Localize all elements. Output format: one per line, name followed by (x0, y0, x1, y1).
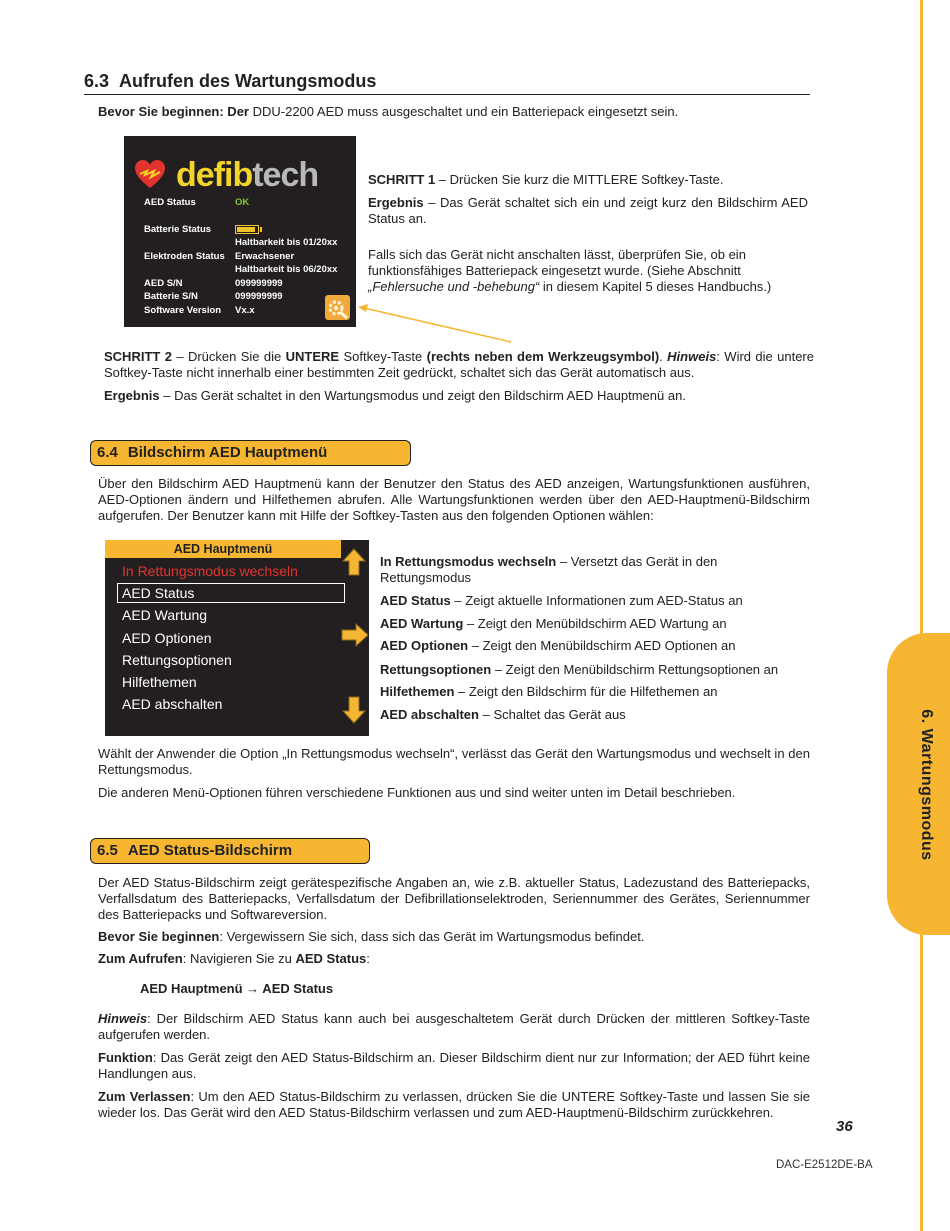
defibtech-logo: defibtech (176, 156, 319, 194)
battery-key: Batterie Status (144, 224, 212, 235)
menu-item-help-topics: Hilfethemen (122, 674, 197, 690)
battery-sn-value: 099999999 (235, 291, 283, 302)
prereq-text: DDU-2200 AED muss ausgeschaltet und ein Batteriepack eingesetzt sein. (248, 104, 679, 119)
document-id: DAC-E2512DE-BA (776, 1159, 873, 1171)
desc-rescue-mode: In Rettungsmodus wechseln – Versetzt das Gerät in den Rettungsmodus (380, 554, 718, 585)
arrow-up-icon (342, 548, 366, 576)
section-title: Aufrufen des Wartungsmodus (119, 71, 377, 91)
step2: SCHRITT 2 – Drücken Sie die UNTERE Softkey-Taste (rechts neben dem Werkzeugsymbol). Hinweis: Wird die untere Softkey-Taste nicht innerhalb einer bestimmten Zeit gedrückt, schaltet sich das Gerät automatisch aus. (104, 349, 814, 380)
desc-aed-options: AED Optionen – Zeigt den Menübildschirm AED Optionen an (380, 638, 736, 653)
desc-help-topics: Hilfethemen – Zeigt den Bildschirm für die Hilfethemen an (380, 684, 718, 699)
aed-status-screen (124, 136, 356, 327)
status-exit: Zum Verlassen: Um den AED Status-Bildschirm zu verlassen, drücken Sie die UNTERE Softkey-Taste und lassen Sie sie wieder los. Das Gerät wird den AED Status-Bildschirm verlassen und zum AED-Hauptmenü-Bildschirm zurückkehren. (98, 1089, 810, 1120)
status-function: Funktion: Das Gerät zeigt den AED Status-Bildschirm an. Dieser Bildschirm dient nur zur Information; der AED führt keine Handlungen aus. (98, 1050, 810, 1081)
page-edge-rule (920, 0, 923, 1231)
status-key: AED Status (144, 197, 196, 208)
battery-expiry: Haltbarkeit bis 01/20xx (235, 237, 338, 248)
software-value: Vx.x (235, 305, 255, 316)
electrodes-expiry: Haltbarkeit bis 06/20xx (235, 264, 338, 275)
menu-item-aed-options: AED Optionen (122, 630, 212, 646)
software-key: Software Version (144, 305, 222, 316)
prereq-label: Bevor Sie beginnen: Der (98, 104, 249, 119)
callout-arrow (356, 300, 516, 345)
step1: SCHRITT 1 – Drücken Sie kurz die MITTLERE Softkey-Taste. (368, 172, 724, 187)
status-value: OK (235, 197, 250, 208)
desc-rescue-options: Rettungsoptionen – Zeigt den Menübildschirm Rettungsoptionen an (380, 662, 779, 677)
prereq-paragraph (98, 104, 818, 120)
navigation-path: AED Hauptmenü → AED Status (140, 981, 334, 996)
menu-item-aed-maintenance: AED Wartung (122, 607, 208, 623)
other-options-note: Die anderen Menü-Optionen führen verschiedene Funktionen aus und sind weiter unten im Detail beschrieben. (98, 785, 736, 800)
heart-icon (134, 159, 166, 189)
status-open: Zum Aufrufen: Navigieren Sie zu AED Status: (98, 951, 370, 966)
section-number: 6.3 (84, 71, 110, 91)
menu-item-shutdown: AED abschalten (122, 696, 223, 712)
aed-sn-key: AED S/N (144, 278, 183, 289)
aed-main-menu-screen (105, 540, 369, 736)
section-6-3-heading (84, 70, 810, 95)
desc-shutdown: AED abschalten – Schaltet das Gerät aus (380, 707, 626, 722)
page-number: 36 (836, 1118, 853, 1135)
section-6-4-heading: 6.4 Bildschirm AED Hauptmenü (90, 440, 411, 466)
failure-note: Falls sich das Gerät nicht anschalten lässt, überprüfen Sie, ob ein funktionsfähiges Batteriepack eingesetzt wurde. (Siehe Abschnitt „Fehlersuche und -behebung“ in diesem Kapitel 5 dieses Handbuchs.) (368, 247, 772, 294)
battery-icon (235, 225, 259, 234)
aed-sn-value: 099999999 (235, 278, 283, 289)
mainmenu-intro: Über den Bildschirm AED Hauptmenü kann der Benutzer den Status des AED anzeigen, Wartungsfunktionen ausführen, AED-Optionen ändern und Hilfethemen abrufen. Alle Wartungsfunktionen werden über den AED-Hauptmenü-Bildschirm aufgerufen. Der Benutzer kann mit Hilfe der Softkey-Tasten aus den folgenden Optionen wählen: (98, 476, 810, 523)
electrodes-key: Elektroden Status (144, 251, 225, 262)
desc-aed-maintenance: AED Wartung – Zeigt den Menübildschirm AED Wartung an (380, 616, 727, 631)
result1: Ergebnis – Das Gerät schaltet sich ein und zeigt kurz den Bildschirm AED Status an. (368, 195, 808, 226)
menu-title: AED Hauptmenü (105, 540, 341, 558)
battery-sn-key: Batterie S/N (144, 291, 198, 302)
chapter-tab-label: 6. Wartungsmodus (918, 709, 935, 861)
menu-item-aed-status: AED Status (122, 585, 195, 601)
menu-item-rescue-mode: In Rettungsmodus wechseln (122, 563, 298, 579)
arrow-right-icon (341, 623, 369, 647)
status-intro: Der AED Status-Bildschirm zeigt gerätespezifische Angaben an, wie z.B. aktueller Status, Ladezustand des Batteriepacks, Verfallsdatum des Batteriepacks, Verfallsdatum der Defibrillationselektroden, Seriennummer des Gerätes, Seriennummer des Batteriepacks und Softwareversion. (98, 875, 810, 922)
status-prereq: Bevor Sie beginnen: Vergewissern Sie sich, dass sich das Gerät im Wartungsmodus befindet. (98, 929, 645, 944)
electrodes-value: Erwachsener (235, 251, 295, 262)
wrench-gear-icon (325, 295, 350, 320)
result2: Ergebnis – Das Gerät schaltet in den Wartungsmodus und zeigt den Bildschirm AED Hauptmenü an. (104, 388, 686, 403)
status-hint: Hinweis: Der Bildschirm AED Status kann auch bei ausgeschaltetem Gerät durch Drücken der mittleren Softkey-Taste aufgerufen werden. (98, 1011, 810, 1042)
rescue-mode-note: Wählt der Anwender die Option „In Rettungsmodus wechseln“, verlässt das Gerät den Wartungsmodus und wechselt in den Rettungsmodus. (98, 746, 810, 777)
section-6-5-heading: 6.5 AED Status-Bildschirm (90, 838, 370, 864)
arrow-down-icon (342, 696, 366, 724)
menu-item-rescue-options: Rettungsoptionen (122, 652, 232, 668)
desc-aed-status: AED Status – Zeigt aktuelle Informationen zum AED-Status an (380, 593, 743, 608)
